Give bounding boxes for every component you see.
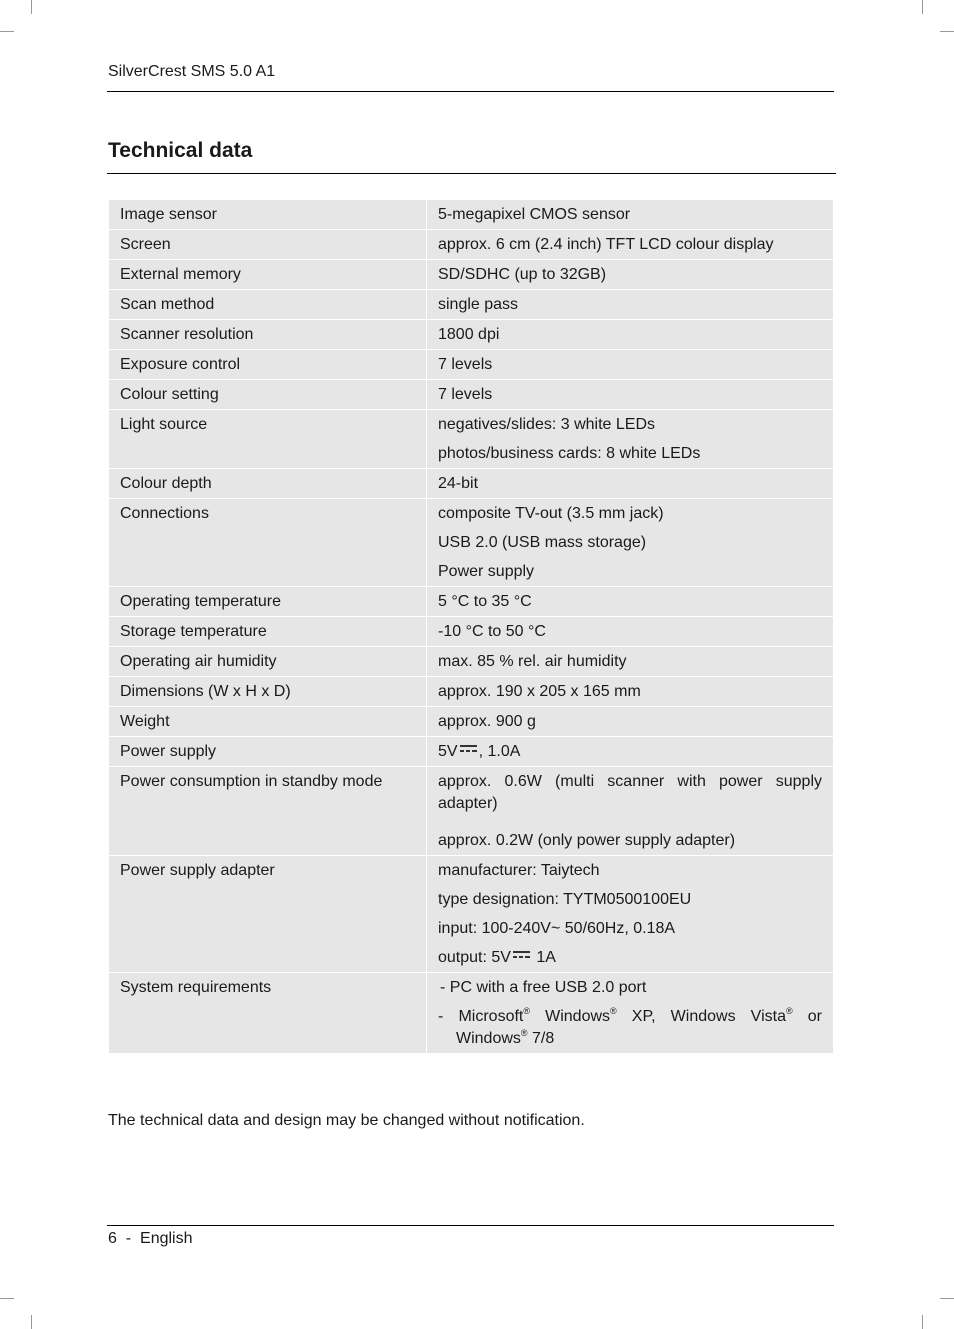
spec-table <box>108 199 834 1054</box>
spec-label: Connections <box>109 499 427 587</box>
spec-label: Operating temperature <box>109 587 427 617</box>
spec-label: Image sensor <box>109 200 427 230</box>
conjunction-text: or <box>807 1008 822 1025</box>
value-line: approx. 190 x 205 x 165 mm <box>438 683 641 700</box>
table-row <box>109 856 834 973</box>
version-text: XP, <box>631 1008 656 1025</box>
document-header: SilverCrest SMS 5.0 A1 <box>108 63 276 80</box>
disclaimer-note: The technical data and design may be changed without notification. <box>108 1112 585 1129</box>
brand-text: Windows <box>456 1030 521 1047</box>
table-row <box>109 200 834 230</box>
value-line: single pass <box>438 296 519 313</box>
value-line: approx. 0.2W (only power supply adapter) <box>438 832 736 849</box>
version-text: 7/8 <box>532 1030 555 1047</box>
voltage-text: 5V <box>438 743 458 760</box>
section-rule <box>107 173 836 174</box>
table-row <box>109 677 834 707</box>
spec-label: Operating air humidity <box>109 647 427 677</box>
spec-label: Colour depth <box>109 469 427 499</box>
value-line: 5 °C to 35 °C <box>438 593 532 610</box>
spec-value <box>427 290 834 320</box>
crop-mark <box>31 1315 32 1329</box>
footer-rule <box>107 1225 834 1226</box>
spec-value <box>427 737 834 767</box>
value-line: approx. 0.6W (multi scanner with power supply adapter) <box>438 773 822 812</box>
value-line: 24-bit <box>438 475 479 492</box>
spec-label: Power supply <box>109 737 427 767</box>
spec-value <box>427 380 834 410</box>
spec-label: Scan method <box>109 290 427 320</box>
output-voltage-text: output: 5V <box>438 949 511 966</box>
spec-label: Exposure control <box>109 350 427 380</box>
footer-separator: - <box>125 1230 132 1247</box>
value-line: negatives/slides: 3 white LEDs <box>438 416 655 433</box>
crop-mark <box>922 0 923 14</box>
table-row <box>109 410 834 469</box>
crop-mark <box>940 31 954 32</box>
table-row <box>109 380 834 410</box>
spec-label: Storage temperature <box>109 617 427 647</box>
crop-mark <box>922 1315 923 1329</box>
crop-mark <box>0 31 14 32</box>
spec-label: Colour setting <box>109 380 427 410</box>
spec-value <box>427 230 834 260</box>
value-line: photos/business cards: 8 white LEDs <box>438 445 701 462</box>
spec-value <box>427 767 834 856</box>
spec-value <box>427 410 834 469</box>
spec-value <box>427 856 834 973</box>
brand-text: Windows Vista <box>670 1008 786 1025</box>
table-row <box>109 647 834 677</box>
spec-label: System requirements <box>109 973 427 1054</box>
value-line: 7 levels <box>438 356 493 373</box>
current-text: , 1.0A <box>478 743 521 760</box>
table-row <box>109 499 834 587</box>
value-line: 5-megapixel CMOS sensor <box>438 206 631 223</box>
footer-language: English <box>140 1230 193 1247</box>
table-row <box>109 587 834 617</box>
table-row <box>109 973 834 1054</box>
spec-label: Power supply adapter <box>109 856 427 973</box>
value-line <box>438 947 822 969</box>
registered-mark: ® <box>785 1006 793 1016</box>
spec-value <box>427 469 834 499</box>
spec-label: Light source <box>109 410 427 469</box>
registered-mark: ® <box>610 1006 617 1016</box>
value-line: 7 levels <box>438 386 493 403</box>
spec-value <box>427 260 834 290</box>
value-line: 1800 dpi <box>438 326 500 343</box>
spec-value <box>427 200 834 230</box>
table-row <box>109 617 834 647</box>
spec-value <box>427 587 834 617</box>
value-line: type designation: TYTM0500100EU <box>438 891 692 908</box>
output-current-text: 1A <box>531 949 556 966</box>
value-line: Power supply <box>438 563 535 580</box>
direct-current-icon <box>513 951 530 959</box>
value-line: - PC with a free USB 2.0 port <box>440 979 647 996</box>
table-row <box>109 350 834 380</box>
table-row <box>109 320 834 350</box>
table-row <box>109 707 834 737</box>
spec-label: Dimensions (W x H x D) <box>109 677 427 707</box>
page-footer <box>108 1230 193 1248</box>
crop-mark <box>940 1298 954 1299</box>
value-line: SD/SDHC (up to 32GB) <box>438 266 607 283</box>
crop-mark <box>0 1298 14 1299</box>
table-row <box>109 230 834 260</box>
registered-mark: ® <box>520 1028 528 1038</box>
value-line: manufacturer: Taiytech <box>438 862 600 879</box>
spec-label: Power consumption in standby mode <box>109 767 427 856</box>
spec-value <box>427 973 834 1054</box>
header-rule <box>107 91 834 92</box>
spec-value <box>427 320 834 350</box>
bullet-dash: - <box>438 1008 459 1025</box>
table-row <box>109 767 834 856</box>
table-row <box>109 260 834 290</box>
direct-current-icon <box>460 745 477 753</box>
spec-label: External memory <box>109 260 427 290</box>
spec-label: Weight <box>109 707 427 737</box>
spec-label: Scanner resolution <box>109 320 427 350</box>
spec-table-body <box>109 200 834 737</box>
spec-value <box>427 617 834 647</box>
crop-mark <box>31 0 32 14</box>
registered-mark: ® <box>523 1006 530 1016</box>
table-row <box>109 469 834 499</box>
value-line: approx. 6 cm (2.4 inch) TFT LCD colour display <box>438 236 774 253</box>
spec-value <box>427 677 834 707</box>
table-row <box>109 290 834 320</box>
value-line <box>438 1006 822 1050</box>
spec-label: Screen <box>109 230 427 260</box>
value-line: max. 85 % rel. air humidity <box>438 653 627 670</box>
value-line: -10 °C to 50 °C <box>438 623 546 640</box>
spec-value <box>427 350 834 380</box>
value-line: USB 2.0 (USB mass storage) <box>438 534 647 551</box>
table-row <box>109 737 834 767</box>
value-line: input: 100-240V~ 50/60Hz, 0.18A <box>438 920 676 937</box>
spec-value <box>427 647 834 677</box>
page-number: 6 <box>108 1230 117 1247</box>
spec-value <box>427 707 834 737</box>
spec-value <box>427 499 834 587</box>
section-title: Technical data <box>108 139 253 162</box>
value-line: composite TV-out (3.5 mm jack) <box>438 505 664 522</box>
brand-text: Microsoft <box>458 1008 524 1025</box>
value-line <box>438 741 822 763</box>
spec-table-extra <box>109 737 834 1054</box>
value-line: approx. 900 g <box>438 713 536 730</box>
brand-text: Windows <box>545 1008 611 1025</box>
